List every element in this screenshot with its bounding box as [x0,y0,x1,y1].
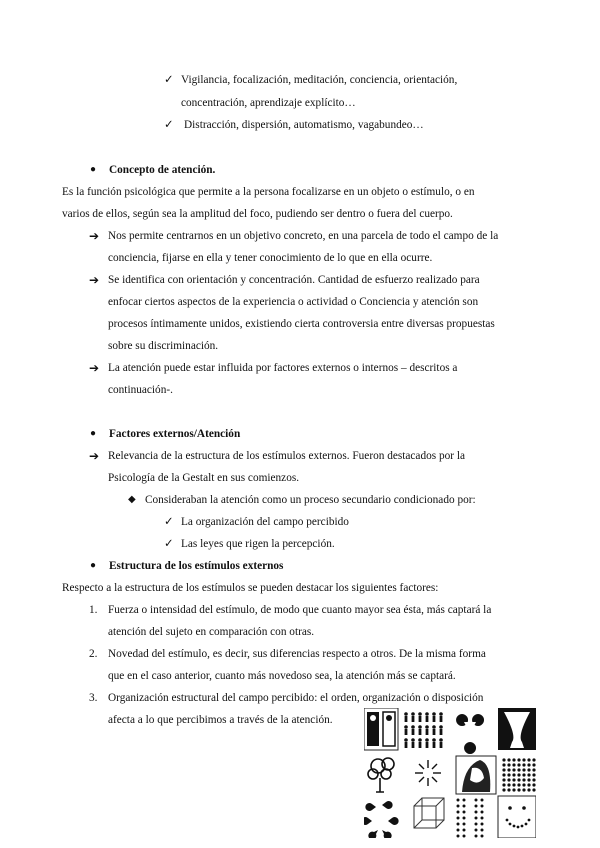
list-number: 1. [89,604,98,616]
diamond-icon: ◆ [128,494,136,505]
paragraph-line: varios de ellos, según sea la amplitud del foco, pudiendo ser dentro o fuera del cuerpo. [62,208,453,220]
check-item-text: Las leyes que rigen la percepción. [181,538,335,550]
people-grid-figure [404,712,443,748]
check-icon: ✓ [164,119,174,131]
arrow-item-text: Se identifica con orientación y concentración. Cantidad de esfuerzo realizado para [108,274,480,286]
arrow-item-text: Relevancia de la estructura de los estímulos externos. Fueron destacados por la [108,450,465,462]
arrow-item-text: procesos íntimamente unidos, existiendo cierta controversia entre diversas propuestas [108,318,495,330]
arrow-icon: ➔ [89,361,100,375]
starburst-figure [415,760,441,786]
list-item-text: Fuerza o intensidad del estímulo, de modo que cuanto mayor sea ésta, más captará la [108,604,492,616]
bullet-icon: ● [90,428,97,439]
arrow-icon: ➔ [89,273,100,287]
check-icon: ✓ [164,516,174,528]
dot-grid-figure [502,758,535,791]
gestalt-illustration [364,708,536,838]
arrow-item-text: sobre su discriminación. [108,340,219,352]
arrow-item-text: Psicología de la Gestalt en sus comienzos. [108,472,300,484]
check-item-text: concentración, aprendizaje explícito… [181,97,356,109]
arrow-item-text: conciencia, fijarse en ella y tener conocimiento de lo que en ella ocurre. [108,252,433,264]
arrow-icon: ➔ [89,229,100,243]
tree-figure [368,758,394,792]
dot-columns-figure [457,799,484,838]
paragraph-line: Es la función psicológica que permite a la persona focalizarse en un objeto o estímulo, o en [62,186,475,198]
list-item-text: Novedad del estímulo, es decir, sus diferencias respecto a otros. De la misma forma [108,648,486,660]
list-number: 2. [89,648,98,660]
diamond-item-text: Consideraban la atención como un proceso secundario condicionado por: [145,494,476,506]
check-icon: ✓ [164,74,174,86]
necker-cube-figure [414,798,444,828]
list-item-text: Organización estructural del campo percibido: el orden, organización o disposición [108,692,484,704]
arrow-item-text: continuación-. [108,384,173,396]
section-heading-factores: Factores externos/Atención [109,428,241,440]
list-item-text: afecta a lo que percibimos a través de la atención. [108,714,333,726]
arrow-icon: ➔ [89,449,100,463]
arrow-item-text: Nos permite centrarnos en un objetivo concreto, en una parcela de todo el campo de la [108,230,499,242]
woman-illusion-figure [456,756,496,794]
arrow-item-text: La atención puede estar influida por factores externos o internos – descritos a [108,362,458,374]
list-item-text: atención del sujeto en comparación con otras. [108,626,315,638]
section-heading-concepto: Concepto de atención. [109,164,216,176]
smiley-dots-figure [498,796,536,838]
section-heading-estructura: Estructura de los estímulos externos [109,560,284,572]
face-profile-figure [364,708,398,750]
list-item-text: que en el caso anterior, cuanto más novedoso sea, la atención más se captará. [108,670,456,682]
illusory-triangle-figure [456,714,484,754]
check-icon: ✓ [164,538,174,550]
check-item-text: Vigilancia, focalización, meditación, conciencia, orientación, [181,74,458,86]
pacman-ring-figure [364,801,399,838]
check-item-text: Distracción, dispersión, automatismo, vagabundeo… [184,119,424,131]
bullet-icon: ● [90,164,97,175]
paragraph-line: Respecto a la estructura de los estímulos se pueden destacar los siguientes factores: [62,582,439,594]
list-number: 3. [89,692,98,704]
check-item-text: La organización del campo percibido [181,516,349,528]
bullet-icon: ● [90,560,97,571]
arrow-item-text: enfocar ciertos aspectos de la experiencia o actividad o Conciencia y atención son [108,296,479,308]
vase-faces-figure [498,708,536,750]
